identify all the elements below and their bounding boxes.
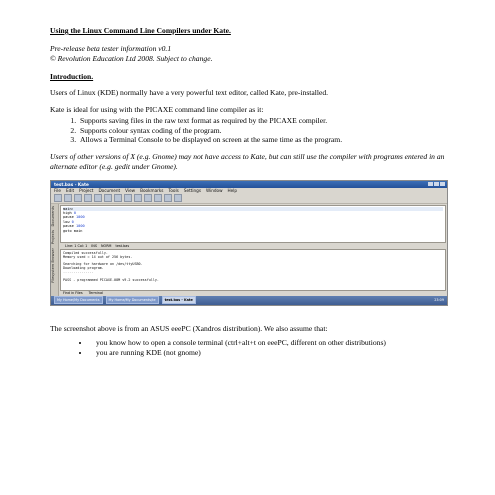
feature-item: 1. Supports saving files in the raw text format as required by the PICAXE compiler. (78, 116, 450, 126)
find-icon (164, 194, 172, 202)
after-section (50, 324, 450, 358)
menu-tools: Tools (168, 188, 179, 193)
feature-item: 2. Supports colour syntax coding of the program. (78, 126, 450, 136)
code-line: goto main (63, 228, 83, 233)
menu-window: Window (206, 188, 223, 193)
assumption-item: • you know how to open a console terminal (ctrl+alt+t on eeePC, different on other distributions) (90, 338, 450, 348)
meta-copyright: © Revolution Education Ltd 2008. Subject to change. (50, 54, 213, 63)
document-page (50, 26, 450, 358)
taskbar-item: My Home/My Documents/te (106, 296, 159, 304)
replace-icon (174, 194, 182, 202)
menu-file: File (54, 188, 62, 193)
assumption-item: • you are running KDE (not gnome) (90, 348, 450, 358)
doc-title: Using the Linux Command Line Compilers under Kate. (50, 26, 231, 35)
doc-meta (50, 44, 450, 64)
console-line: Memory used = 14 out of 256 bytes. (63, 254, 133, 259)
file-name: test.bas (115, 244, 130, 248)
meta-version: Pre-release beta tester information v0.1 (50, 44, 172, 53)
taskbar (51, 296, 447, 305)
paste-icon (154, 194, 162, 202)
side-tab-documents: Documents (51, 205, 55, 226)
window-title: test.bas - Kate (54, 181, 89, 187)
eeepc-paragraph: The screenshot above is from an ASUS eeePC (Xandros distribution). We also assume that: (50, 323, 328, 333)
save-as-icon (84, 194, 92, 202)
side-tab-filesystem: Filesystem Browser (51, 248, 55, 283)
gnome-note: Users of other versions of X (e.g. Gnome) may not have access to Kate, but can still use the compiler with programs entered in an alternate editor (e.g. gedit under Gnome). (50, 151, 445, 171)
code-line: pause 1000 (63, 215, 85, 220)
side-tabs (51, 204, 59, 296)
insert-mode: INS (91, 244, 97, 248)
cut-icon (134, 194, 142, 202)
code-line: pause 1000 (63, 224, 85, 229)
tab-terminal: Terminal (88, 291, 103, 295)
copy-icon (144, 194, 152, 202)
feature-list (50, 116, 450, 145)
window-titlebar (51, 181, 447, 188)
menu-bookmarks: Bookmarks (140, 188, 164, 193)
menu-document: Document (98, 188, 121, 193)
side-tab-projects: Projects (51, 230, 55, 245)
terminal-console (60, 249, 446, 291)
code-line: high 0 (63, 210, 76, 215)
new-file-icon (54, 194, 62, 202)
tab-find-in-files: Find in Files (63, 291, 83, 295)
console-line: ............... (63, 270, 94, 275)
maximize-icon (434, 182, 439, 186)
console-line: Searching for hardware on /dev/ttyUSB0. (63, 261, 143, 266)
minimize-icon (428, 182, 433, 186)
cursor-position: Line: 1 Col: 1 (65, 244, 88, 248)
norm-mode: NORM (101, 244, 112, 248)
save-icon (74, 194, 82, 202)
kate-body (51, 204, 447, 296)
console-line: PASS - programmed PICAXE-08M v9.2 successfully. (63, 277, 159, 282)
kate-ideal-paragraph: Kate is ideal for using with the PICAXE command line compiler as it: (50, 105, 264, 114)
taskbar-item: My Home/My Documents (54, 296, 103, 304)
intro-paragraph: Users of Linux (KDE) normally have a very powerful text editor, called Kate, pre-installed. (50, 88, 329, 97)
taskbar-item-active: test.bas - Kate (162, 296, 196, 304)
code-line: low 0 (63, 219, 74, 224)
window-controls (428, 182, 447, 186)
redo-icon (124, 194, 132, 202)
close-icon (440, 182, 445, 186)
menu-project: Project (79, 188, 94, 193)
code-line: main: (63, 207, 443, 211)
toolbar (51, 194, 447, 204)
console-line: Compiled successfully. (63, 250, 108, 255)
menu-view: View (125, 188, 136, 193)
work-area (59, 204, 447, 296)
undo-icon (114, 194, 122, 202)
feature-item: 3. Allows a Terminal Console to be displayed on screen at the same time as the program. (78, 135, 450, 145)
kate-screenshot (50, 180, 448, 306)
intro-heading: Introduction. (50, 72, 94, 81)
taskbar-clock: 23:09 (434, 298, 444, 302)
close-doc-icon (94, 194, 102, 202)
print-icon (104, 194, 112, 202)
code-editor (60, 205, 446, 243)
console-line: Downloading program. (63, 266, 104, 271)
assumption-list (50, 338, 450, 358)
menu-help: Help (227, 188, 238, 193)
menu-settings: Settings (183, 188, 202, 193)
open-file-icon (64, 194, 72, 202)
menu-edit: Edit (66, 188, 75, 193)
